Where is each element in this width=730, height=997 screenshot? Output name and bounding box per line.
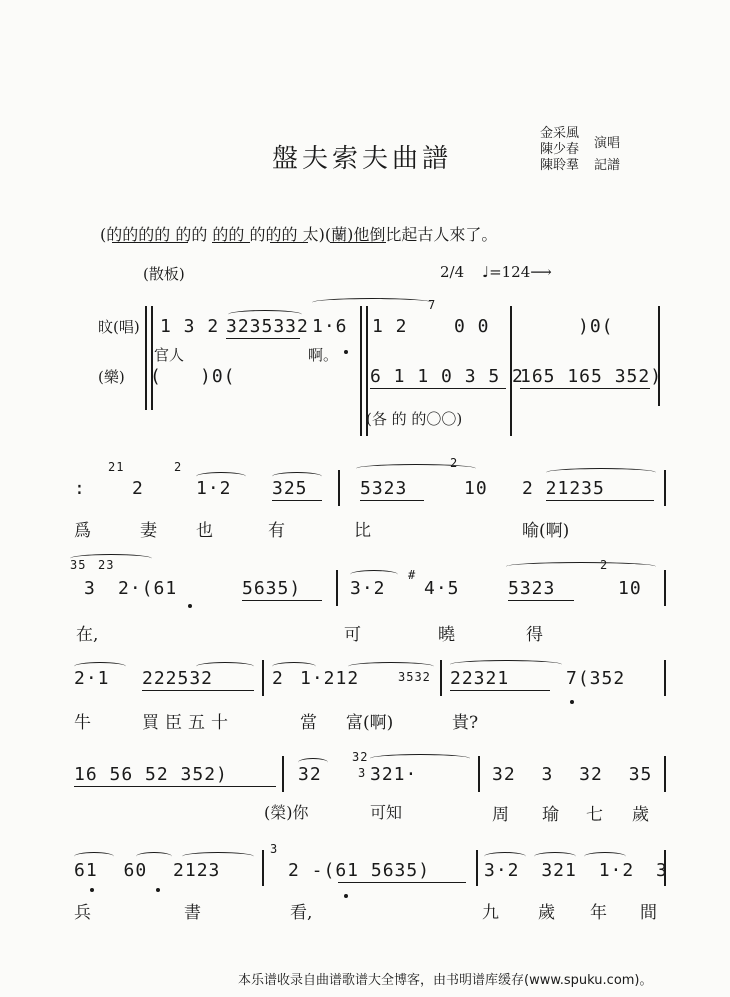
vocal-notes-3: 1·6 xyxy=(312,316,348,337)
lyric: 富(啊) xyxy=(346,713,394,733)
grace-note: 3 xyxy=(358,766,367,780)
credit-role-notate: 記譜 xyxy=(594,158,621,173)
octave-dot xyxy=(156,888,160,892)
grace-note: 35 xyxy=(70,558,87,572)
credit-name-3: 陳聆羣 xyxy=(540,158,580,173)
grace-note: 2 xyxy=(450,456,459,470)
grace-note: 2 xyxy=(174,460,183,474)
grace-note: 3 xyxy=(270,842,279,856)
note: 3 xyxy=(84,578,96,599)
barline xyxy=(664,570,666,606)
intro-underline-3 xyxy=(270,242,308,243)
vocal-notes-2: 3235332 xyxy=(226,316,309,337)
time-signature: 2/4 xyxy=(440,263,465,281)
note: 16 56 52 352) xyxy=(74,764,228,785)
intro-underline-2 xyxy=(212,242,250,243)
lyric: 在, xyxy=(76,625,99,645)
lyric: 可知 xyxy=(370,803,403,822)
credit-name-2: 陳少春 xyxy=(540,142,580,157)
note: 1·212 xyxy=(300,668,360,689)
band-notes-4: 165 165 352) xyxy=(520,366,663,387)
barline xyxy=(658,306,660,406)
credit-roles xyxy=(594,136,620,174)
lyric: 瑜 xyxy=(542,805,559,825)
intro-line: (的的的的 的的 的的 的的的 太)(蘭)他倒比起古人來了。 xyxy=(100,225,498,244)
slur xyxy=(298,758,328,767)
note: 61 60 2123 xyxy=(74,860,221,881)
beam xyxy=(450,690,550,691)
note: 2 xyxy=(272,668,284,689)
note: 32 3 32 35 xyxy=(492,764,653,785)
vocal-notes-1: 1 3 2 xyxy=(160,316,220,337)
beam xyxy=(74,786,276,787)
lyric: 可 xyxy=(344,625,361,645)
note: 2·(61 xyxy=(118,578,178,599)
lyric: 書 xyxy=(184,903,201,923)
intro-underline-4 xyxy=(330,242,386,243)
octave-dot xyxy=(344,894,348,898)
credit-name-1: 金采風 xyxy=(540,126,580,141)
note: 3·2 321 1·2 3 xyxy=(484,860,668,881)
barline xyxy=(282,756,284,792)
lyric: 歲 xyxy=(632,805,649,825)
note: 7(352 xyxy=(566,668,626,689)
barline xyxy=(336,570,338,606)
lyric: 爲 xyxy=(74,521,91,541)
lyric: 年 xyxy=(590,903,607,923)
lyric: 周 xyxy=(492,805,509,825)
grace-note: 2 xyxy=(600,558,609,572)
octave-dot xyxy=(90,888,94,892)
slur xyxy=(370,754,470,763)
band-notes-2: )0( xyxy=(200,366,236,387)
beam xyxy=(508,600,574,601)
intro-underline-1 xyxy=(112,242,188,243)
slur xyxy=(196,472,246,481)
lyric: 曉 xyxy=(438,625,455,645)
lyric: 歲 xyxy=(538,903,555,923)
barline xyxy=(262,850,264,886)
beam xyxy=(242,600,322,601)
vocal-notes-5: )0( xyxy=(578,316,614,337)
octave-dot xyxy=(188,604,192,608)
barline xyxy=(262,660,264,696)
slur xyxy=(450,660,562,669)
band-part-label: (樂) xyxy=(98,368,125,386)
vocal-notes-4: 1 2 xyxy=(372,316,408,337)
note: 5323 xyxy=(360,478,408,499)
slur xyxy=(484,852,526,861)
lyric: (榮)你 xyxy=(264,803,309,822)
band-lyric: (各 的 的〇〇) xyxy=(366,410,463,428)
slur xyxy=(136,852,172,861)
beam xyxy=(360,500,424,501)
grace-note: 23 xyxy=(98,558,115,572)
lyric: 喻(啊) xyxy=(522,521,570,541)
beam xyxy=(370,388,506,389)
slur xyxy=(350,570,398,579)
slur xyxy=(196,662,254,671)
octave-dot xyxy=(344,350,348,354)
slur xyxy=(70,554,152,563)
footer-source-note: 本乐谱收录自曲谱歌谱大全博客，由书明谱库缓存(www.spuku.com)。 xyxy=(238,973,653,988)
barline xyxy=(664,660,666,696)
slur xyxy=(182,852,254,861)
lyric: 得 xyxy=(526,625,543,645)
beam xyxy=(142,690,254,691)
credit-role-sing: 演唱 xyxy=(594,136,621,151)
slur xyxy=(506,562,656,571)
note: 3532 xyxy=(398,670,431,684)
slur xyxy=(584,852,626,861)
vocal-lyric-2: 啊。 xyxy=(308,346,339,364)
slur xyxy=(534,852,576,861)
note: 3·2 xyxy=(350,578,386,599)
beam xyxy=(520,388,650,389)
beam xyxy=(546,500,654,501)
barline xyxy=(440,660,442,696)
note: 5635) xyxy=(242,578,302,599)
note: 2 -(61 5635) xyxy=(288,860,431,881)
start-double-barline xyxy=(145,306,153,410)
note: 4·5 xyxy=(424,578,460,599)
grace-note: 21 xyxy=(108,460,125,474)
lyric: 兵 xyxy=(74,903,91,923)
lyric: 有 xyxy=(268,521,285,541)
lyric: 當 xyxy=(300,713,317,733)
tie xyxy=(312,298,432,307)
note: 2 21235 xyxy=(522,478,605,499)
octave-dot xyxy=(570,700,574,704)
lyric: 貴? xyxy=(452,713,479,733)
barline xyxy=(664,850,666,886)
vocal-rests: 0 0 xyxy=(454,316,490,337)
lyric: 牛 xyxy=(74,713,91,733)
note: 10 xyxy=(464,478,488,499)
band-notes-3: 6 1 1 0 3 5 2 xyxy=(370,366,524,387)
note: 5323 xyxy=(508,578,556,599)
note: 2 xyxy=(132,478,144,499)
beam xyxy=(226,338,300,339)
vocal-lyric-1: 官人 xyxy=(154,346,185,364)
tempo-mark: ♩=124⟶ xyxy=(482,263,552,281)
lyric: 九 xyxy=(482,903,499,923)
note: 32 xyxy=(298,764,322,785)
repeat-sign: : xyxy=(74,478,86,499)
note: 22321 xyxy=(450,668,510,689)
barline xyxy=(476,850,478,886)
page-title: 盤夫索夫曲譜 xyxy=(272,144,453,174)
beam xyxy=(338,882,466,883)
slur xyxy=(546,468,656,477)
slur xyxy=(228,310,302,319)
tempo-label: (散板) xyxy=(143,265,185,283)
barline xyxy=(478,756,480,792)
note: 1·2 xyxy=(196,478,232,499)
grace-note: 32 xyxy=(352,750,369,764)
note: 222532 xyxy=(142,668,214,689)
note: 10 xyxy=(618,578,642,599)
band-notes-1: ( xyxy=(150,366,162,387)
lyric: 買臣五十 xyxy=(142,713,234,733)
lyric: 七 xyxy=(586,805,603,825)
credit-names xyxy=(540,126,579,174)
beam xyxy=(272,500,322,501)
barline xyxy=(664,756,666,792)
note: 2·1 xyxy=(74,668,110,689)
slur xyxy=(74,852,114,861)
note: 325 xyxy=(272,478,308,499)
lyric: 也 xyxy=(196,521,213,541)
slur xyxy=(272,472,322,481)
grace-note: 7 xyxy=(428,298,437,312)
vocal-part-label: 旼(唱) xyxy=(98,318,140,336)
lyric: 比 xyxy=(354,521,371,541)
barline xyxy=(338,470,340,506)
lyric: 妻 xyxy=(140,521,157,541)
barline xyxy=(664,470,666,506)
lyric: 看, xyxy=(290,903,313,923)
sharp-sign: # xyxy=(408,568,417,582)
note: 321· xyxy=(370,764,418,785)
lyric: 間 xyxy=(640,903,657,923)
slur xyxy=(74,662,126,671)
